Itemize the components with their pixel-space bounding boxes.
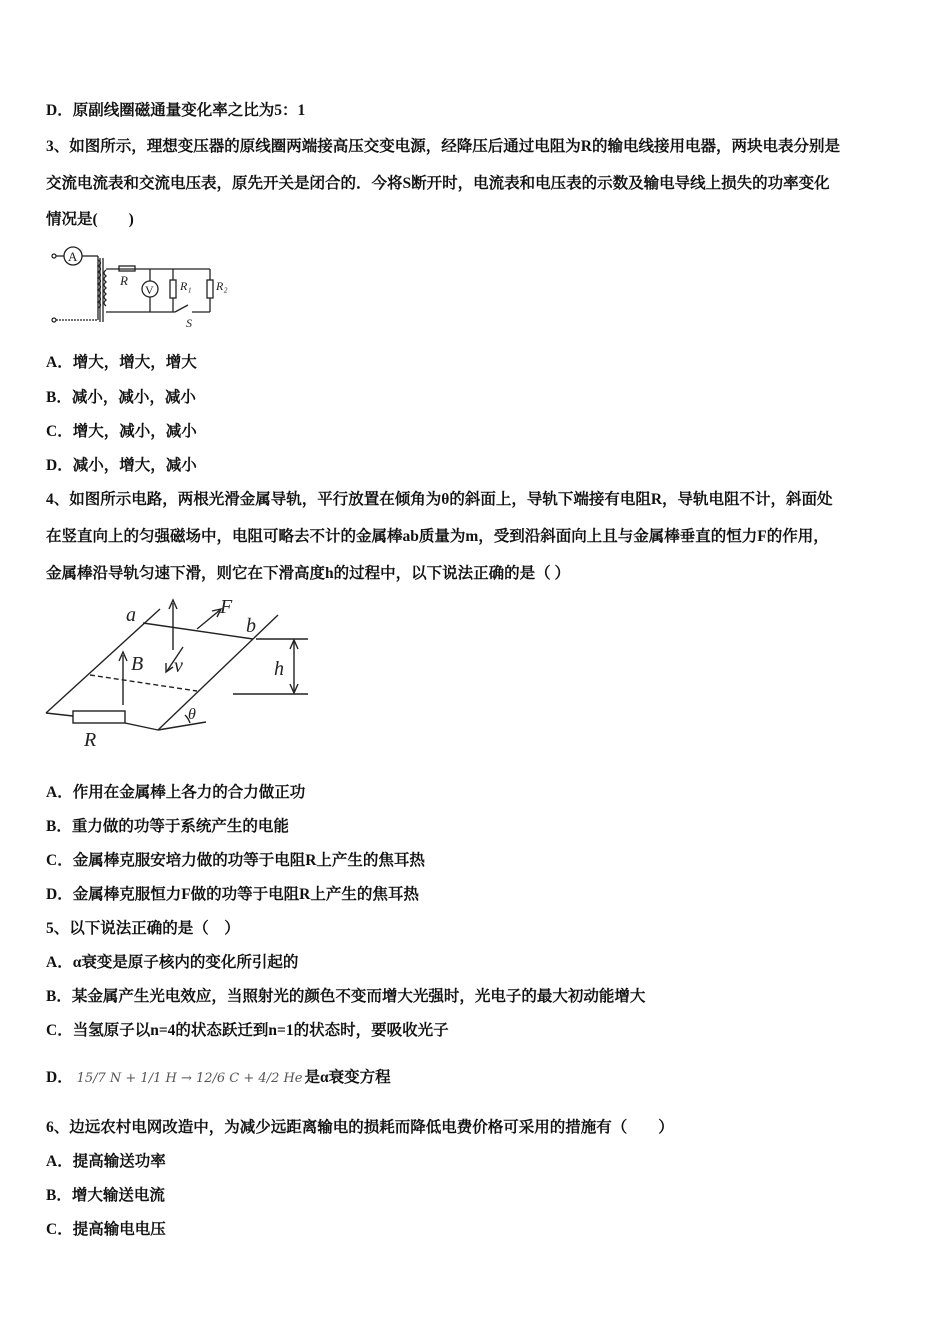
- q6-option-a: A．提高输送功率: [46, 1153, 166, 1170]
- rod-end-b-label: b: [246, 615, 256, 637]
- ammeter-label: A: [68, 249, 78, 264]
- line-resistor-label: R: [120, 273, 128, 288]
- q4-option-d: D．金属棒克服恒力F做的功等于电阻R上产生的焦耳热: [46, 886, 419, 903]
- q6-option-b: B．增大输送电流: [46, 1187, 165, 1204]
- r2-label: R₂: [216, 279, 228, 293]
- velocity-label: v: [174, 655, 183, 677]
- q5-option-d: [46, 1068, 391, 1089]
- q4-stem-line-3: 金属棒沿导轨匀速下滑，则它在下滑高度h的过程中，以下说法正确的是（ ）: [46, 565, 570, 582]
- angle-label: θ: [188, 706, 196, 723]
- q4-stem-line-1: 4、如图所示电路，两根光滑金属导轨，平行放置在倾角为θ的斜面上，导轨下端接有电阻R，导轨电阻不计，斜面处: [46, 491, 833, 508]
- transformer-circuit-figure: [40, 240, 240, 330]
- q5-option-b: B．某金属产生光电效应，当照射光的颜色不变而增大光强时，光电子的最大初动能增大: [46, 988, 646, 1005]
- q3-option-a: A．增大，增大，增大: [46, 354, 197, 371]
- rod-end-a-label: a: [126, 604, 136, 626]
- q5-option-a: A．α衰变是原子核内的变化所引起的: [46, 954, 299, 971]
- q4-option-c: C．金属棒克服安培力做的功等于电阻R上产生的焦耳热: [46, 852, 425, 869]
- q2-option-d: D．原副线圈磁通量变化率之比为5：1: [46, 102, 306, 119]
- q6-option-c: C．提高输电电压: [46, 1221, 166, 1238]
- nuclear-equation: 15/7 N + 1/1 H → 12/6 C + 4/2 He: [76, 1071, 303, 1086]
- field-label: B: [131, 653, 144, 675]
- switch-label: S: [186, 316, 192, 330]
- voltmeter-label: V: [145, 283, 154, 297]
- q6-stem: 6、边远农村电网改造中，为减少远距离输电的损耗而降低电费价格可采用的措施有（ ）: [46, 1119, 674, 1136]
- q5-option-d-label: D．: [46, 1069, 73, 1086]
- q3-option-c: C．增大，减小，减小: [46, 423, 197, 440]
- q3-stem-line-2: 交流电流表和交流电压表，原先开关是闭合的．今将S断开时，电流表和电压表的示数及输电导线上损失的功率变化: [46, 175, 830, 192]
- q4-option-a: A．作用在金属棒上各力的合力做正功: [46, 784, 306, 801]
- q4-option-b: B．重力做的功等于系统产生的电能: [46, 818, 289, 835]
- q5-stem: 5、以下说法正确的是（ ）: [46, 920, 240, 937]
- r1-label: R₁: [180, 279, 192, 293]
- q3-stem-line-1: 3、如图所示，理想变压器的原线圈两端接高压交变电源，经降压后通过电阻为R的输电线接用电器，两块电表分别是: [46, 138, 840, 155]
- height-label: h: [274, 658, 284, 680]
- q4-stem-line-2: 在竖直向上的匀强磁场中，电阻可略去不计的金属棒ab质量为m，受到沿斜面向上且与金属棒垂直的恒力F的作用，: [46, 528, 829, 545]
- q3-option-d: D．减小，增大，减小: [46, 457, 197, 474]
- q3-option-b: B．减小，减小，减小: [46, 389, 196, 406]
- q5-option-c: C．当氢原子以n=4的状态跃迁到n=1的状态时，要吸收光子: [46, 1022, 449, 1039]
- resistor-label: R: [84, 729, 97, 751]
- q3-stem-line-3: 情况是( ): [46, 211, 134, 228]
- q5-option-d-suffix: 是α衰变方程: [304, 1069, 391, 1086]
- incline-rails-figure: [40, 595, 340, 755]
- force-label: F: [220, 596, 233, 618]
